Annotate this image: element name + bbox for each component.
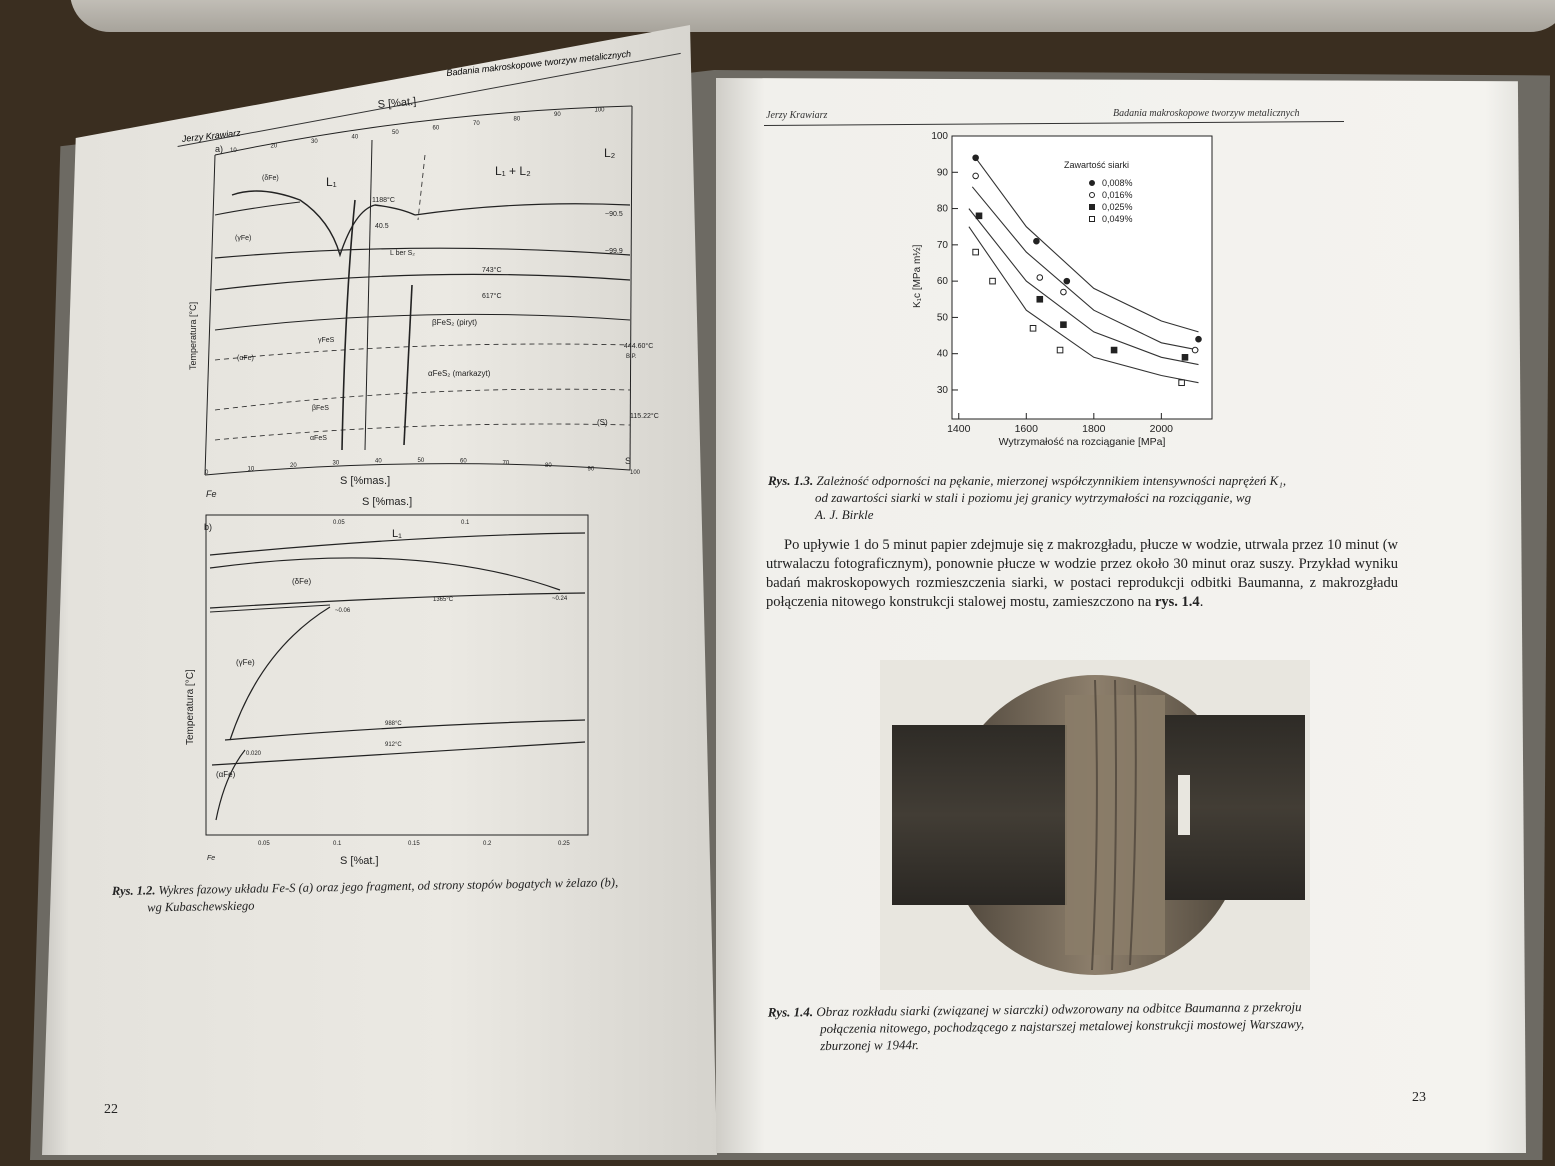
data-point	[973, 155, 979, 161]
value-40-5: 40.5	[375, 223, 389, 230]
caption-1-2-text: Wykres fazowy układu Fe-S (a) oraz jego fragment, od strony stopów bogatych w żelazo (b),	[158, 875, 619, 898]
y-axis-label-b: Temperatura [°C]	[185, 669, 196, 745]
y-tick-label: 100	[931, 131, 948, 142]
phase-diagram-a-ticks	[205, 108, 641, 477]
x-tick-label: 1400	[947, 423, 971, 435]
figure-1-3-caption	[768, 472, 1378, 523]
bottom-tick-a: 60	[460, 458, 467, 465]
region-L1-L2: L₁ + L₂	[495, 164, 531, 178]
top-axis-label-a: S [%at.]	[377, 95, 417, 111]
bottom-tick-a: 50	[417, 458, 425, 464]
temp-444: 444.60°C	[624, 343, 654, 350]
y-tick-label: 70	[936, 239, 948, 251]
top-tick-a: 70	[473, 121, 480, 127]
y-tick-label: 60	[936, 276, 948, 288]
value-0-24: ~0.24	[552, 596, 568, 602]
data-point	[973, 173, 979, 179]
top-tick-a: 40	[351, 134, 359, 141]
left-end-fe-b: Fe	[207, 855, 216, 862]
legend-marker	[1090, 205, 1095, 210]
temp-115: 115.22°C	[630, 413, 659, 420]
chart-x-label: Wytrzymałość na rozciąganie [MPa]	[998, 436, 1166, 448]
panel-b-label: b)	[204, 522, 213, 532]
data-point	[1182, 355, 1188, 361]
bottom-tick-b: 0.25	[558, 841, 570, 847]
bottom-tick-a: 0	[205, 470, 209, 476]
legend-label: 0,049%	[1102, 214, 1133, 224]
top-tick-a: 100	[594, 107, 605, 114]
data-point	[1034, 238, 1040, 244]
bottom-axis-label-b: S [%at.]	[340, 855, 379, 867]
data-point	[973, 249, 979, 255]
bottom-tick-b: 0.1	[333, 841, 342, 847]
bottom-tick-a: 30	[332, 460, 340, 467]
paragraph-text: Po upływie 1 do 5 minut papier zdejmuje się z makrozgładu, płucze w wodzie, utrwala przez 10 minut (w utrwalaczu fotograficznym), ponownie płucze w wodzie przez około 30 minut oraz suszy. Przykład wyniku badań makroskopowych rozmieszczenia siarki, w postaci reprodukcji odbitki Baumanna, z makrozgładu połączenia nitowego konstrukcji stalowej mostu, zamieszczono na	[766, 537, 1398, 610]
top-tick-a: 80	[513, 116, 521, 123]
bottom-tick-b: 0.05	[258, 841, 270, 847]
y-tick-label: 40	[936, 348, 948, 360]
left-running-head-title: Badania makroskopowe tworzyw metalicznych	[445, 48, 632, 78]
left-plate	[892, 725, 1067, 905]
caption-1-3-label: Rys. 1.3.	[768, 473, 814, 488]
value-0-020: 0.020	[246, 751, 262, 757]
x-tick-label: 1800	[1082, 423, 1106, 435]
phase-diagram-a-labels	[188, 96, 659, 499]
data-point	[1061, 322, 1067, 328]
top-tick-a: 30	[311, 139, 318, 145]
paragraph-figure-ref: rys. 1.4	[1154, 594, 1200, 610]
y-tick-label: 30	[936, 384, 948, 396]
chart-y-label: K₁c [MPa m½]	[912, 244, 923, 308]
temp-617: 617°C	[482, 293, 502, 300]
data-point	[990, 278, 996, 284]
x-tick-label: 2000	[1149, 423, 1174, 435]
bottom-tick-b: 0.15	[408, 841, 420, 847]
legend-marker	[1090, 181, 1095, 186]
label-gamma-fes: γFeS	[318, 337, 335, 344]
label-l-ber: L ber S₂	[390, 250, 416, 257]
left-end-fe-a: Fe	[206, 489, 217, 499]
caption-1-3-line2: od zawartości siarki w stali i poziomu jej granicy wytrzymałości na rozciąganie, wg	[815, 490, 1252, 505]
data-point	[1037, 296, 1043, 302]
temp-1365: 1365°C	[433, 597, 454, 603]
right-running-head-title: Badania makroskopowe tworzyw metalicznych	[1113, 108, 1300, 119]
bottom-tick-a: 10	[247, 466, 255, 473]
legend-marker	[1090, 217, 1095, 222]
data-point	[1192, 347, 1198, 353]
label-s-phase: (S)	[597, 418, 608, 427]
caption-1-4-label: Rys. 1.4.	[767, 1004, 814, 1020]
caption-1-2-text-2: wg Kubaschewskiego	[147, 898, 255, 915]
right-page-number: 23	[1412, 1090, 1426, 1105]
y-tick-label: 80	[936, 203, 948, 215]
legend-label: 0,025%	[1102, 202, 1133, 212]
caption-1-4-line2: połączenia nitowego, pochodzącego z najstarszej metalowej konstrukcji mostowej Warszawy,	[819, 1015, 1305, 1037]
region-delta-fe: (δFe)	[262, 175, 279, 182]
baumann-print-photo	[880, 660, 1310, 990]
label-piryt: βFeS₂ (piryt)	[432, 318, 478, 327]
top-tick-a: 60	[432, 125, 440, 132]
bottom-tick-a: 70	[502, 460, 510, 467]
bottom-tick-a: 80	[545, 462, 552, 469]
value-99-9: ~99.9	[605, 248, 623, 255]
paragraph-end: .	[1199, 594, 1204, 610]
region-alpha-fe: (αFe)	[237, 355, 254, 362]
region-delta-fe-b: (δFe)	[292, 577, 312, 586]
bottom-tick-a: 20	[290, 462, 297, 469]
data-point	[1111, 347, 1117, 353]
value-90-5: ~90.5	[605, 211, 623, 218]
value-0-06: ~0.06	[335, 608, 351, 614]
region-gamma-fe: (γFe)	[235, 235, 252, 242]
x-tick-label: 1600	[1014, 423, 1038, 435]
legend-label: 0,008%	[1102, 178, 1133, 188]
top-tick-b: 0.05	[333, 520, 345, 526]
y-tick-label: 90	[936, 167, 948, 179]
left-running-head-author: Jerzy Krawiarz	[181, 127, 242, 144]
label-markazyt: αFeS₂ (markazyt)	[428, 369, 491, 378]
data-point	[1061, 289, 1067, 295]
region-L1: L₁	[326, 175, 337, 189]
region-gamma-fe-b: (γFe)	[236, 658, 255, 667]
data-point	[976, 213, 982, 219]
phase-diagram-b-ticks	[258, 520, 570, 847]
region-L1-b: L₁	[392, 528, 402, 540]
top-tick-a: 90	[554, 112, 561, 118]
data-point	[1037, 275, 1043, 281]
bottom-tick-a: 90	[587, 466, 595, 473]
panel-a-label: a)	[215, 144, 224, 154]
y-tick-label: 50	[936, 312, 948, 324]
data-point	[1030, 325, 1036, 331]
legend-marker	[1090, 193, 1095, 198]
caption-1-2-label: Rys. 1.2.	[111, 883, 156, 899]
caption-1-3-line3: A. J. Birkle	[815, 507, 874, 522]
body-paragraph	[766, 536, 1398, 612]
data-point	[1179, 380, 1185, 386]
bottom-tick-a: 100	[630, 470, 641, 476]
caption-1-4-line1: Obraz rozkładu siarki (związanej w siarczki) odwzorowany na odbitce Baumanna z przekroju	[816, 999, 1302, 1020]
legend-title: Zawartość siarki	[1064, 160, 1130, 170]
right-end-s-a: S	[625, 456, 632, 466]
region-alpha-fe-b: (αFe)	[216, 770, 236, 779]
phase-diagram-a	[205, 106, 632, 475]
y-axis-label-a: Temperatura [°C]	[188, 301, 198, 370]
bottom-tick-a: 40	[375, 458, 382, 465]
bottom-tick-b: 0.2	[483, 841, 492, 847]
top-tick-a: 10	[230, 148, 237, 154]
figure-1-4-caption	[768, 996, 1458, 1054]
caption-1-4-line3: zburzonej w 1944r.	[820, 1037, 919, 1054]
phase-diagram-b	[206, 515, 588, 835]
top-tick-a: 50	[392, 130, 399, 136]
fracture-toughness-chart	[900, 128, 1230, 458]
top-tick-a: 20	[270, 143, 278, 150]
label-bp: B.P.	[626, 354, 637, 360]
temp-1188: 1188°C	[372, 197, 395, 204]
temp-743: 743°C	[482, 267, 502, 274]
top-tick-b: 0.1	[461, 520, 470, 526]
bottom-axis-label-a: S [%mas.]	[340, 475, 391, 487]
left-page-number: 22	[104, 1102, 118, 1117]
data-point	[1057, 347, 1063, 353]
caption-1-3-line1: Zależność odporności na pękanie, mierzonej współczynnikiem intensywności naprężeń K₁,	[816, 473, 1287, 488]
top-axis-label-b: S [%mas.]	[362, 496, 413, 508]
region-L2: L₂	[604, 146, 616, 160]
data-point	[1064, 278, 1070, 284]
legend-label: 0,016%	[1102, 190, 1133, 200]
label-beta-fes: βFeS	[312, 405, 329, 412]
label-alpha-fes: αFeS	[310, 435, 327, 442]
temp-988-b: 988°C	[385, 721, 402, 727]
temp-912-b: 912°C	[385, 742, 402, 748]
data-point	[1196, 336, 1202, 342]
right-running-head-author: Jerzy Krawiarz	[766, 110, 828, 121]
